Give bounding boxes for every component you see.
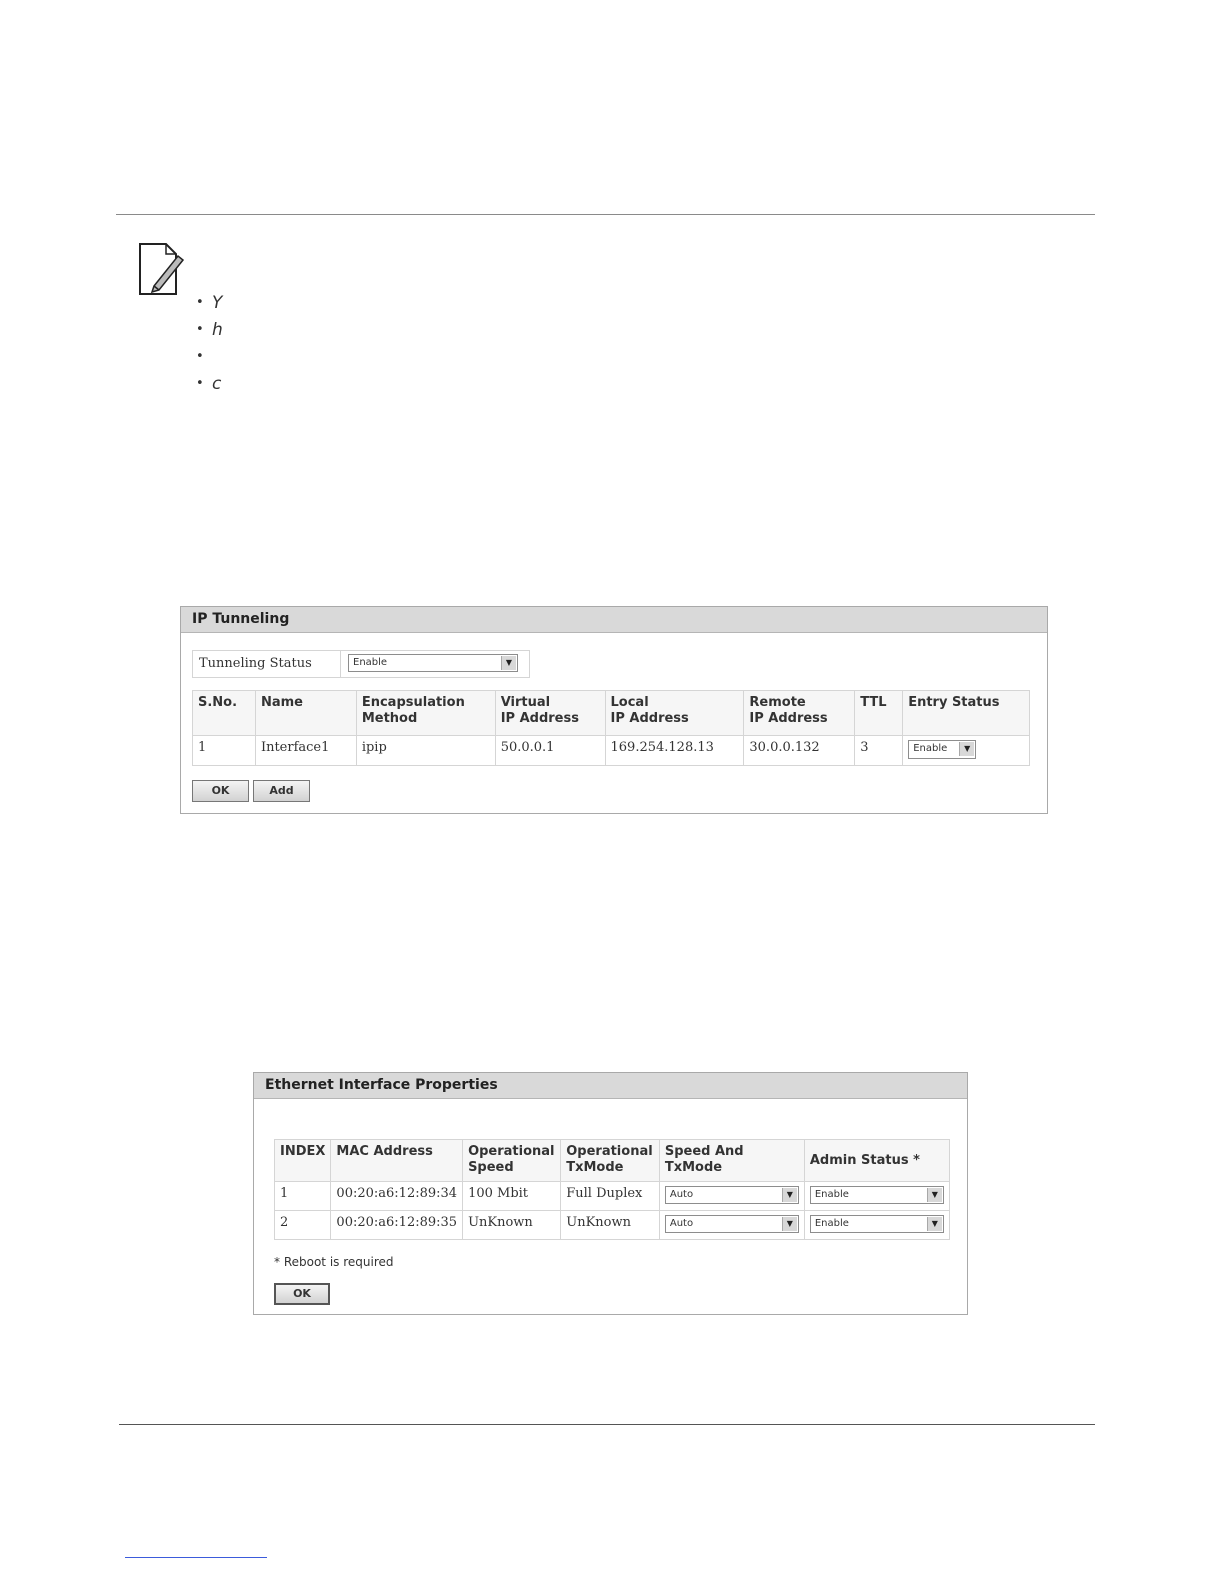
- local-ip-cell: 169.254.128.13: [605, 736, 744, 766]
- txmode-cell: UnKnown: [561, 1211, 660, 1240]
- note-bullet-list: [196, 292, 223, 400]
- tunnel-table: [192, 690, 1030, 766]
- speed-txmode-cell: [659, 1211, 804, 1240]
- column-header: Entry Status: [903, 691, 1030, 736]
- speed-txmode-cell: [659, 1182, 804, 1211]
- note-bullet-item: • h: [196, 319, 223, 346]
- select-value: Enable: [913, 743, 948, 754]
- footer-divider: [119, 1424, 1095, 1425]
- column-header: INDEX: [275, 1140, 331, 1182]
- select-value: Auto: [669, 1218, 694, 1229]
- column-header: S.No.: [193, 691, 256, 736]
- column-header: Remote IP Address: [744, 691, 855, 736]
- table-row: [275, 1182, 950, 1211]
- footer-link-underline: [125, 1557, 267, 1558]
- reboot-required-note: * Reboot is required: [274, 1255, 394, 1269]
- name-cell: Interface1: [255, 736, 356, 766]
- header-divider: [116, 214, 1095, 215]
- tunneling-status-row: [192, 650, 530, 678]
- column-header: MAC Address: [331, 1140, 463, 1182]
- ip-tunneling-panel: [180, 606, 1048, 814]
- speed-txmode-select[interactable]: [665, 1215, 799, 1233]
- chevron-down-icon: ▼: [959, 742, 974, 756]
- chevron-down-icon: ▼: [501, 656, 516, 670]
- virtual-ip-cell: 50.0.0.1: [495, 736, 605, 766]
- txmode-cell: Full Duplex: [561, 1182, 660, 1211]
- column-header: Operational TxMode: [561, 1140, 660, 1182]
- column-header: Name: [255, 691, 356, 736]
- column-header: Local IP Address: [605, 691, 744, 736]
- column-header: Admin Status *: [804, 1140, 949, 1182]
- chevron-down-icon: ▼: [927, 1188, 942, 1202]
- index-cell: 1: [275, 1182, 331, 1211]
- ethernet-interface-panel: [253, 1072, 968, 1315]
- add-button[interactable]: Add: [253, 780, 310, 802]
- select-value: Auto: [669, 1189, 694, 1200]
- admin-status-cell: [804, 1182, 949, 1211]
- select-value: Enable: [353, 657, 388, 668]
- note-bullet-item: • Y: [196, 292, 223, 319]
- chevron-down-icon: ▼: [782, 1217, 797, 1231]
- admin-status-cell: [804, 1211, 949, 1240]
- tunneling-status-label: Tunneling Status: [193, 651, 341, 677]
- ok-button[interactable]: OK: [274, 1283, 330, 1305]
- note-bullet-item: • c: [196, 373, 223, 400]
- select-value: Enable: [814, 1189, 849, 1200]
- admin-status-select[interactable]: [810, 1215, 944, 1233]
- entry-status-select[interactable]: [908, 740, 976, 759]
- sno-cell: 1: [193, 736, 256, 766]
- ok-button[interactable]: OK: [192, 780, 249, 802]
- chevron-down-icon: ▼: [782, 1188, 797, 1202]
- method-cell: ipip: [356, 736, 495, 766]
- select-value: Enable: [814, 1218, 849, 1229]
- ttl-cell: 3: [855, 736, 903, 766]
- speed-cell: 100 Mbit: [463, 1182, 561, 1211]
- note-bullet-item: [196, 346, 223, 373]
- speed-txmode-select[interactable]: [665, 1186, 799, 1204]
- chevron-down-icon: ▼: [927, 1217, 942, 1231]
- entry-status-cell: [903, 736, 1030, 766]
- index-cell: 2: [275, 1211, 331, 1240]
- panel-title: Ethernet Interface Properties: [254, 1073, 967, 1099]
- table-row: [193, 736, 1030, 766]
- column-header: Encapsulation Method: [356, 691, 495, 736]
- column-header: Virtual IP Address: [495, 691, 605, 736]
- mac-cell: 00:20:a6:12:89:34: [331, 1182, 463, 1211]
- column-header: Operational Speed: [463, 1140, 561, 1182]
- admin-status-select[interactable]: [810, 1186, 944, 1204]
- mac-cell: 00:20:a6:12:89:35: [331, 1211, 463, 1240]
- remote-ip-cell: 30.0.0.132: [744, 736, 855, 766]
- column-header: TTL: [855, 691, 903, 736]
- speed-cell: UnKnown: [463, 1211, 561, 1240]
- ethernet-table: [274, 1139, 950, 1240]
- tunneling-status-select[interactable]: [348, 654, 518, 672]
- panel-title: IP Tunneling: [181, 607, 1047, 633]
- note-pencil-icon: [136, 240, 184, 298]
- column-header: Speed And TxMode: [659, 1140, 804, 1182]
- table-row: [275, 1211, 950, 1240]
